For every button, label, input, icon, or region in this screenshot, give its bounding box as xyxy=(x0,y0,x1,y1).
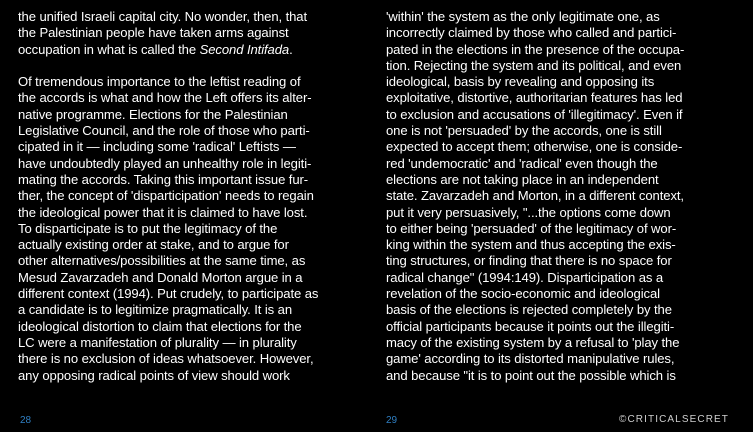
text-line: any opposing radical points of view should work xyxy=(18,367,290,383)
text-line: game' according to its distorted manipulative rules, xyxy=(386,351,675,367)
text-line: To disparticipate is to put the legitimacy of the xyxy=(18,220,278,236)
text-line: Legislative Council, and the role of those who parti- xyxy=(18,123,310,139)
text-line: revelation of the socio-economic and ideological xyxy=(386,286,660,302)
text-fragment: occupation in what is called the xyxy=(18,41,200,57)
text-line: elections are not taking place in an independent xyxy=(386,171,659,187)
text-line: official participants because it points out the illegiti- xyxy=(386,318,675,334)
text-line: Mesud Zavarzadeh and Donald Morton argue in a xyxy=(18,269,303,285)
page-number-right: 29 xyxy=(386,415,398,426)
italic-term: Second Intifada xyxy=(199,41,290,57)
text-line: cipated in it — including some 'radical' Leftists — xyxy=(18,139,296,155)
text-line: a candidate is to legitimize pragmatically. It is an xyxy=(18,302,293,318)
text-line xyxy=(18,42,368,58)
text-line: other alternatives/possibilities at the same time, as xyxy=(18,253,306,269)
text-line: LC were a manifestation of plurality — in plurality xyxy=(18,334,297,350)
text-line: the ideological power that it is claimed to have lost. xyxy=(18,204,308,220)
paragraph-gap xyxy=(18,58,368,74)
text-line: the Palestinian people have taken arms against xyxy=(18,25,289,41)
text-line: incorrectly claimed by those who called and partici- xyxy=(386,25,677,41)
text-line: radical change" (1994:149). Disparticipation as a xyxy=(386,269,664,285)
text-line: mating the accords. Taking this important issue fur- xyxy=(18,171,309,187)
text-line: ting structures, or finding that there is no space for xyxy=(386,253,672,269)
text-line: one is not 'persuaded' by the accords, one is still xyxy=(386,123,662,139)
text-fragment: . xyxy=(289,41,293,57)
text-line: different context (1994). Put crudely, to participate as xyxy=(18,286,319,302)
text-line: king within the system and thus accepting the exis- xyxy=(386,237,676,253)
text-line: 'within' the system as the only legitimate one, as xyxy=(386,9,660,24)
text-line: ideological, basis by revealing and opposing its xyxy=(386,74,655,90)
text-line: and because "it is to point out the possible which is xyxy=(386,367,676,383)
page-number-left: 28 xyxy=(20,415,32,426)
text-line: to exclusion and accusations of 'illegitimacy'. Even if xyxy=(386,106,683,122)
text-line: ideological distortion to claim that elections for the xyxy=(18,318,302,334)
text-line: expected to accept them; otherwise, one is conside- xyxy=(386,139,683,155)
text-line: ther, the concept of 'disparticipation' needs to regain xyxy=(18,188,314,204)
text-line: put it very persuasively, "...the options come down xyxy=(386,204,671,220)
text-line: Of tremendous importance to the leftist reading of xyxy=(18,74,301,90)
footer-brand: ©CRITICALSECRET xyxy=(619,414,729,425)
right-page-text xyxy=(386,9,746,384)
text-line: native programme. Elections for the Palestinian xyxy=(18,106,288,122)
text-line: have undoubtedly played an unhealthy role in legiti- xyxy=(18,155,312,171)
text-line: state. Zavarzadeh and Morton, in a different context, xyxy=(386,188,684,204)
text-line: there is no exclusion of ideas whatsoever. However, xyxy=(18,351,314,367)
text-line: actually existing order at stake, and to argue for xyxy=(18,237,289,253)
text-line: red 'undemocratic' and 'radical' even though the xyxy=(386,155,658,171)
text-line: tion. Rejecting the system and its political, and even xyxy=(386,57,682,73)
text-line: exploitative, distortive, authoritarian features has led xyxy=(386,90,683,106)
text-line: the unified Israeli capital city. No wonder, then, that xyxy=(18,9,308,24)
text-line: to either being 'persuaded' of the legitimacy of wor- xyxy=(386,220,677,236)
text-line: pated in the elections in the presence of the occupa- xyxy=(386,41,685,57)
text-line: the accords is what and how the Left offers its alter- xyxy=(18,90,312,106)
left-page-text xyxy=(18,9,368,384)
text-line: basis of the elections is rejected completely by the xyxy=(386,302,672,318)
text-line: macy of the existing system by a refusal to 'play the xyxy=(386,334,680,350)
